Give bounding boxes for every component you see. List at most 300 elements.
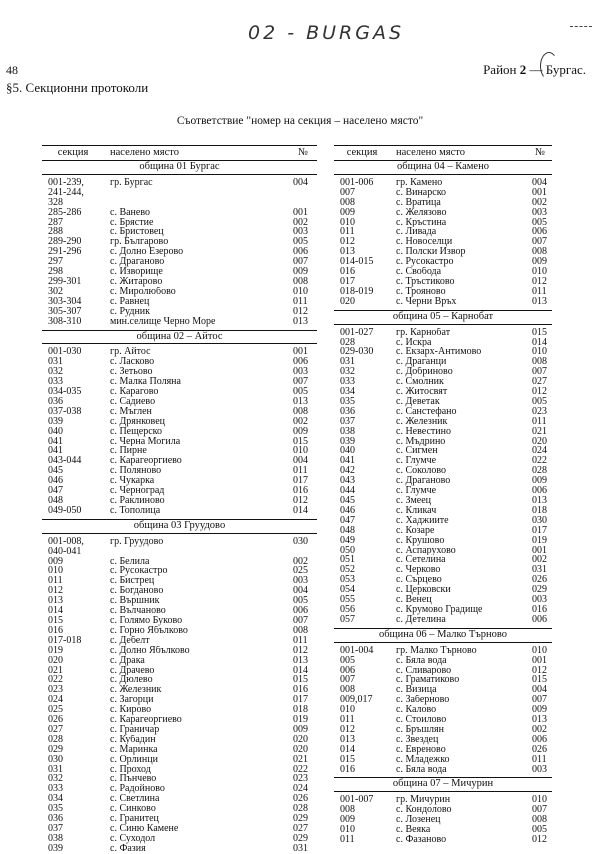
table-row (334, 815, 552, 825)
table-row (334, 506, 552, 516)
place-number: 006 (532, 226, 547, 238)
section-code: 287 (48, 216, 63, 228)
place-name: с. Вълчаново (110, 606, 166, 616)
place-name: с. Долно Езерово (110, 247, 184, 258)
place-name: с. Голямо Буково (110, 615, 183, 626)
right-table-header (334, 145, 552, 161)
place-name: с. Кирово (110, 705, 152, 716)
place-number: 019 (293, 714, 308, 726)
place-name: с. Светлина (110, 794, 160, 805)
place-number: 011 (293, 465, 308, 477)
section-code: 001-006 (340, 176, 374, 188)
place-number: 010 (293, 285, 308, 297)
place-name: с. Железник (396, 416, 448, 427)
table-row (42, 357, 317, 367)
place-number: 013 (532, 295, 547, 307)
section-code: 001-030 (48, 346, 82, 358)
place-number: 012 (532, 834, 547, 845)
place-number: 010 (293, 445, 308, 457)
table-row (334, 347, 552, 357)
table-row (42, 486, 317, 496)
place-number: 023 (532, 405, 547, 417)
municipality-heading: община 04 – Камено (334, 161, 552, 175)
table-row (334, 466, 552, 476)
section-code: 029 (48, 743, 63, 755)
table-row (334, 565, 552, 575)
table-row (42, 715, 317, 725)
place-name: с. Венец (396, 595, 432, 605)
place-name: гр. Бургас (110, 177, 153, 188)
section-code: 041 (48, 435, 63, 447)
section-code: 020 (48, 654, 63, 666)
place-number: 013 (293, 654, 308, 666)
place-name: с. Козаре (396, 525, 435, 536)
section-code: 014-015 (340, 256, 374, 268)
section-code: 054 (340, 584, 355, 596)
place-name: с. Синково (110, 804, 156, 815)
section-code: 031 (48, 356, 63, 368)
place-number: 009 (532, 704, 547, 716)
place-number: 002 (532, 196, 547, 208)
place-number: 011 (293, 634, 308, 646)
place-number: 015 (532, 674, 547, 686)
section-code: 021 (48, 664, 63, 676)
place-number: 009 (532, 256, 547, 268)
place-name: с. Зетьово (110, 367, 153, 378)
place-name: с. Полски Извор (396, 247, 466, 258)
place-number: 002 (532, 723, 547, 735)
table-row (42, 247, 317, 257)
place-number: 003 (532, 594, 547, 606)
table-row (334, 705, 552, 715)
table-row (42, 705, 317, 715)
section-code: 012 (48, 585, 63, 597)
place-number: 001 (532, 186, 547, 198)
place-name: с. Екзарх-Антимово (396, 347, 482, 358)
section-code: 031 (48, 763, 63, 775)
section-code: 308-310 (48, 315, 82, 327)
place-name: с. Церковски (396, 585, 451, 596)
table-row (334, 387, 552, 397)
table-row (42, 257, 317, 267)
table-row (42, 227, 317, 237)
place-name: с. Кубадин (110, 734, 156, 745)
place-name: с. Сетелина (396, 555, 446, 566)
table-row (42, 735, 317, 745)
table-row (42, 646, 317, 656)
section-code: 007 (340, 186, 355, 198)
place-name: с. Невестино (396, 426, 451, 437)
place-name: с. Тополица (110, 505, 161, 516)
municipality-heading: община 06 – Малко Търново (334, 628, 552, 643)
section-code: 038 (48, 832, 63, 844)
section-code: 009 (340, 814, 355, 826)
place-name: с. Глумче (396, 456, 437, 467)
place-number: 006 (532, 733, 547, 745)
municipality-heading: община 01 Бургас (42, 161, 317, 175)
table-row (334, 805, 552, 815)
place-number: 026 (532, 574, 547, 586)
table-row (334, 536, 552, 546)
section-code: 029-030 (340, 346, 374, 358)
place-name: с. Пирне (110, 446, 147, 457)
place-number: 014 (532, 336, 547, 348)
place-name: с. Драка (110, 655, 145, 666)
table-row (334, 575, 552, 585)
section-code: 016 (48, 624, 63, 636)
table-row (334, 297, 552, 307)
table-row (334, 328, 552, 338)
place-name: с. Загорци (110, 695, 154, 706)
place-number: 018 (532, 504, 547, 516)
table-row (42, 695, 317, 705)
place-number: 007 (532, 804, 547, 816)
header-place: населено място (110, 148, 179, 158)
table-row (334, 725, 552, 735)
table-row (334, 605, 552, 615)
table-row (334, 835, 552, 845)
place-number: 005 (293, 236, 308, 248)
table-row (42, 725, 317, 735)
place-name: с. Рудник (110, 306, 151, 317)
place-name: с. Граматиково (396, 675, 460, 686)
section-code: 033 (340, 376, 355, 388)
table-row (42, 576, 317, 586)
section-code: 009 (340, 206, 355, 218)
section-code: 289-290 (48, 236, 82, 248)
section-code: 019 (48, 644, 63, 656)
place-name: с. Садиево (110, 396, 156, 407)
place-number: 002 (532, 554, 547, 566)
place-name: с. Желязово (396, 207, 447, 218)
place-number: 014 (293, 664, 308, 676)
place-name: с. Граничар (110, 724, 160, 735)
table-row (334, 237, 552, 247)
place-name: с. Фазаново (396, 835, 447, 845)
place-name: с. Житарово (110, 276, 163, 287)
place-name: с. Искра (396, 337, 432, 348)
place-name: с. Кондолово (396, 805, 452, 816)
table-row (334, 367, 552, 377)
section-code: 001-239, (48, 176, 84, 188)
section-title: §5. Секционни протоколи (6, 80, 149, 95)
place-number: 001 (293, 206, 308, 218)
section-code: 047 (340, 514, 355, 526)
place-name: с. Дебелт (110, 635, 150, 646)
place-name: мин.селище Черно Море (110, 316, 216, 327)
section-code: 056 (340, 603, 355, 615)
place-name: гр. Карнобат (396, 327, 451, 338)
table-row (334, 755, 552, 765)
place-number: 012 (532, 664, 547, 676)
place-name: с. Драганово (396, 476, 451, 487)
place-name: с. Миролюбово (110, 286, 176, 297)
place-number: 003 (293, 226, 308, 238)
place-name: с. Равнец (110, 296, 150, 307)
section-code: 010 (340, 216, 355, 228)
section-code: 042 (340, 465, 355, 477)
section-code: 299-301 (48, 275, 82, 287)
table-row (334, 267, 552, 277)
place-name: с. Калово (396, 705, 437, 716)
section-code: 043-044 (48, 455, 82, 467)
section-code: 001-007 (340, 794, 374, 806)
place-name: с. Карагеоргиево (110, 715, 182, 725)
section-code: 057 (340, 613, 355, 625)
section-code: 051 (340, 554, 355, 566)
table-row (42, 377, 317, 387)
section-code: 037 (340, 415, 355, 427)
place-name: с. Новоселци (396, 237, 453, 248)
header-section: секция (57, 147, 89, 159)
section-code: 010 (48, 565, 63, 577)
table-row (42, 476, 317, 486)
table-row (334, 357, 552, 367)
section-code: 017 (340, 275, 355, 287)
table-row (42, 794, 317, 804)
section-code: 049 (340, 534, 355, 546)
section-code: 008 (340, 804, 355, 816)
table-row (42, 685, 317, 695)
section-code: 037 (48, 823, 63, 834)
section-code: 023 (48, 684, 63, 696)
table-row (42, 675, 317, 685)
place-number: 019 (532, 534, 547, 546)
section-code: 026 (48, 714, 63, 726)
section-code: 040-041 (48, 545, 82, 557)
section-code: 015 (340, 753, 355, 765)
place-name: с. Драганци (396, 357, 447, 368)
place-name: с. Фазия (110, 843, 146, 854)
place-number: 011 (532, 415, 547, 427)
place-number: 007 (293, 376, 308, 388)
section-code: 298 (48, 266, 63, 278)
section-code: 028 (48, 733, 63, 745)
table-subtitle: Съответствие "номер на секция – населено място" (176, 115, 424, 127)
place-name: с. Ласково (110, 357, 155, 368)
section-code: 014 (48, 605, 63, 617)
place-number: 027 (532, 376, 547, 388)
place-name: с. Хаджиите (396, 515, 449, 526)
table-row (42, 537, 317, 547)
section-code: 285-286 (48, 206, 82, 218)
place-number: 008 (293, 624, 308, 636)
table-row (42, 267, 317, 277)
place-number: 020 (532, 435, 547, 447)
table-row (42, 387, 317, 397)
section-code: 020 (340, 295, 355, 307)
section-code: 241-244, (48, 186, 84, 198)
section-code: 013 (48, 595, 63, 607)
section-code: 024 (48, 694, 63, 706)
section-code: 013 (340, 246, 355, 258)
place-number: 009 (293, 425, 308, 437)
handwritten-dash (570, 26, 592, 28)
place-number: 020 (293, 733, 308, 745)
section-code: 016 (340, 763, 355, 775)
place-name: с. Черна Могила (110, 436, 181, 447)
place-name: с. Пънчево (110, 774, 157, 785)
place-number: 004 (293, 455, 308, 467)
section-code: 009,017 (340, 694, 373, 706)
place-name: с. Сигмен (396, 446, 438, 457)
place-name: с. Звездец (396, 734, 439, 745)
section-code: 012 (340, 236, 355, 248)
place-name (104, 547, 289, 557)
place-name: с. Младежко (396, 754, 450, 765)
place-number: 005 (532, 216, 547, 228)
table-row (42, 755, 317, 765)
place-number: 017 (293, 475, 308, 487)
section-code: 046 (48, 475, 63, 487)
table-row (334, 745, 552, 755)
place-number: 021 (532, 425, 547, 437)
place-number: 010 (532, 794, 547, 806)
table-row (334, 218, 552, 228)
table-row (42, 636, 317, 646)
place-name: с. Раклиново (110, 496, 165, 506)
place-name: с. Тръстиково (396, 276, 455, 287)
section-code: 001-008, (48, 535, 84, 547)
region-prefix: Район (483, 62, 517, 77)
section-code: 018-019 (340, 285, 374, 297)
section-code: 044 (340, 485, 355, 497)
section-code: 035 (48, 803, 63, 815)
place-number: 004 (532, 176, 547, 188)
section-code: 034 (48, 793, 63, 805)
place-number: 008 (293, 275, 308, 287)
place-number: 022 (293, 763, 308, 775)
section-code: 050 (340, 544, 355, 556)
table-row (334, 427, 552, 437)
table-row (42, 397, 317, 407)
section-code: 037-038 (48, 405, 82, 417)
place-number: 011 (532, 285, 547, 297)
table-row (334, 646, 552, 656)
place-number: 027 (293, 823, 308, 834)
place-number: 005 (293, 595, 308, 607)
table-row (42, 616, 317, 626)
table-row (334, 615, 552, 625)
table-row (42, 804, 317, 814)
place-name: с. Суходол (110, 833, 156, 844)
table-row (334, 486, 552, 496)
section-code: 014 (340, 743, 355, 755)
section-code: 025 (48, 704, 63, 716)
section-code: 011 (340, 714, 355, 726)
place-name: с. Изворище (110, 267, 163, 277)
table-row (334, 765, 552, 775)
place-number: 001 (532, 654, 547, 666)
page-number: 48 (6, 63, 18, 77)
header-number: № (534, 147, 546, 159)
place-number: 005 (293, 386, 308, 398)
place-number: 001 (532, 544, 547, 556)
section-code: 001-004 (340, 644, 374, 656)
place-name: с. Кръстина (396, 217, 447, 228)
section-code: 012 (340, 723, 355, 735)
place-number: 013 (293, 395, 308, 407)
table-row (334, 555, 552, 565)
table-row (334, 437, 552, 447)
section-code: 033 (48, 376, 63, 388)
section-code: 303-304 (48, 295, 82, 307)
place-name: с. Змеец (396, 496, 432, 506)
place-number: 012 (532, 386, 547, 398)
place-number: 012 (293, 305, 308, 317)
place-name: с. Добриново (396, 367, 453, 378)
place-name: с. Русокастро (396, 257, 454, 268)
place-name: с. Вратица (396, 197, 441, 208)
place-number: 013 (532, 714, 547, 726)
table-row (42, 317, 317, 327)
section-code: 038 (340, 425, 355, 437)
section-code: 036 (48, 813, 63, 825)
section-code: 046 (340, 504, 355, 516)
place-number: 002 (293, 216, 308, 228)
region-number: 2 (519, 62, 527, 77)
header-place: населено място (396, 148, 465, 158)
table-row (42, 237, 317, 247)
table-row (42, 606, 317, 616)
place-number: 007 (532, 694, 547, 706)
section-code: 045 (340, 495, 355, 506)
section-code: 048 (340, 524, 355, 536)
table-row (42, 347, 317, 357)
table-row (334, 198, 552, 208)
place-name (104, 198, 289, 208)
section-code: 033 (48, 783, 63, 795)
place-name: с. Черни Връх (396, 296, 457, 307)
place-number: 001 (293, 346, 308, 358)
section-code: 030 (48, 753, 63, 765)
place-name: с. Бяла вода (396, 764, 447, 775)
place-number: 012 (293, 644, 308, 656)
place-name: с. Аспарухово (396, 545, 456, 556)
table-row (42, 208, 317, 218)
place-name: с. Горно Ябълково (110, 625, 188, 636)
section-code: 028 (340, 336, 355, 348)
place-number: 004 (532, 684, 547, 696)
place-number: 026 (532, 743, 547, 755)
place-name: с. Деветак (396, 396, 440, 407)
table-row (334, 656, 552, 666)
place-number: 016 (532, 603, 547, 615)
place-number: 007 (532, 236, 547, 248)
place-number: 025 (293, 565, 308, 577)
place-number: 029 (293, 832, 308, 844)
place-name: с. Стоилово (396, 715, 447, 725)
place-number: 008 (293, 405, 308, 417)
place-number: 024 (532, 445, 547, 457)
section-code: 036 (48, 395, 63, 407)
place-number: 011 (532, 753, 547, 765)
place-number: 015 (293, 674, 308, 686)
table-row (42, 218, 317, 228)
place-name: с. Вършник (110, 596, 160, 607)
place-name: с. Сливарово (396, 665, 452, 676)
table-row (334, 188, 552, 198)
table-row (42, 557, 317, 567)
section-code: 005 (340, 654, 355, 666)
place-number: 029 (532, 584, 547, 596)
place-name: с. Соколово (396, 466, 446, 477)
place-name: с. Заберново (396, 695, 450, 706)
section-code: 010 (340, 704, 355, 716)
place-name: с. Житосвят (396, 387, 448, 397)
table-row (42, 427, 317, 437)
place-name: с. Веяка (396, 825, 431, 835)
